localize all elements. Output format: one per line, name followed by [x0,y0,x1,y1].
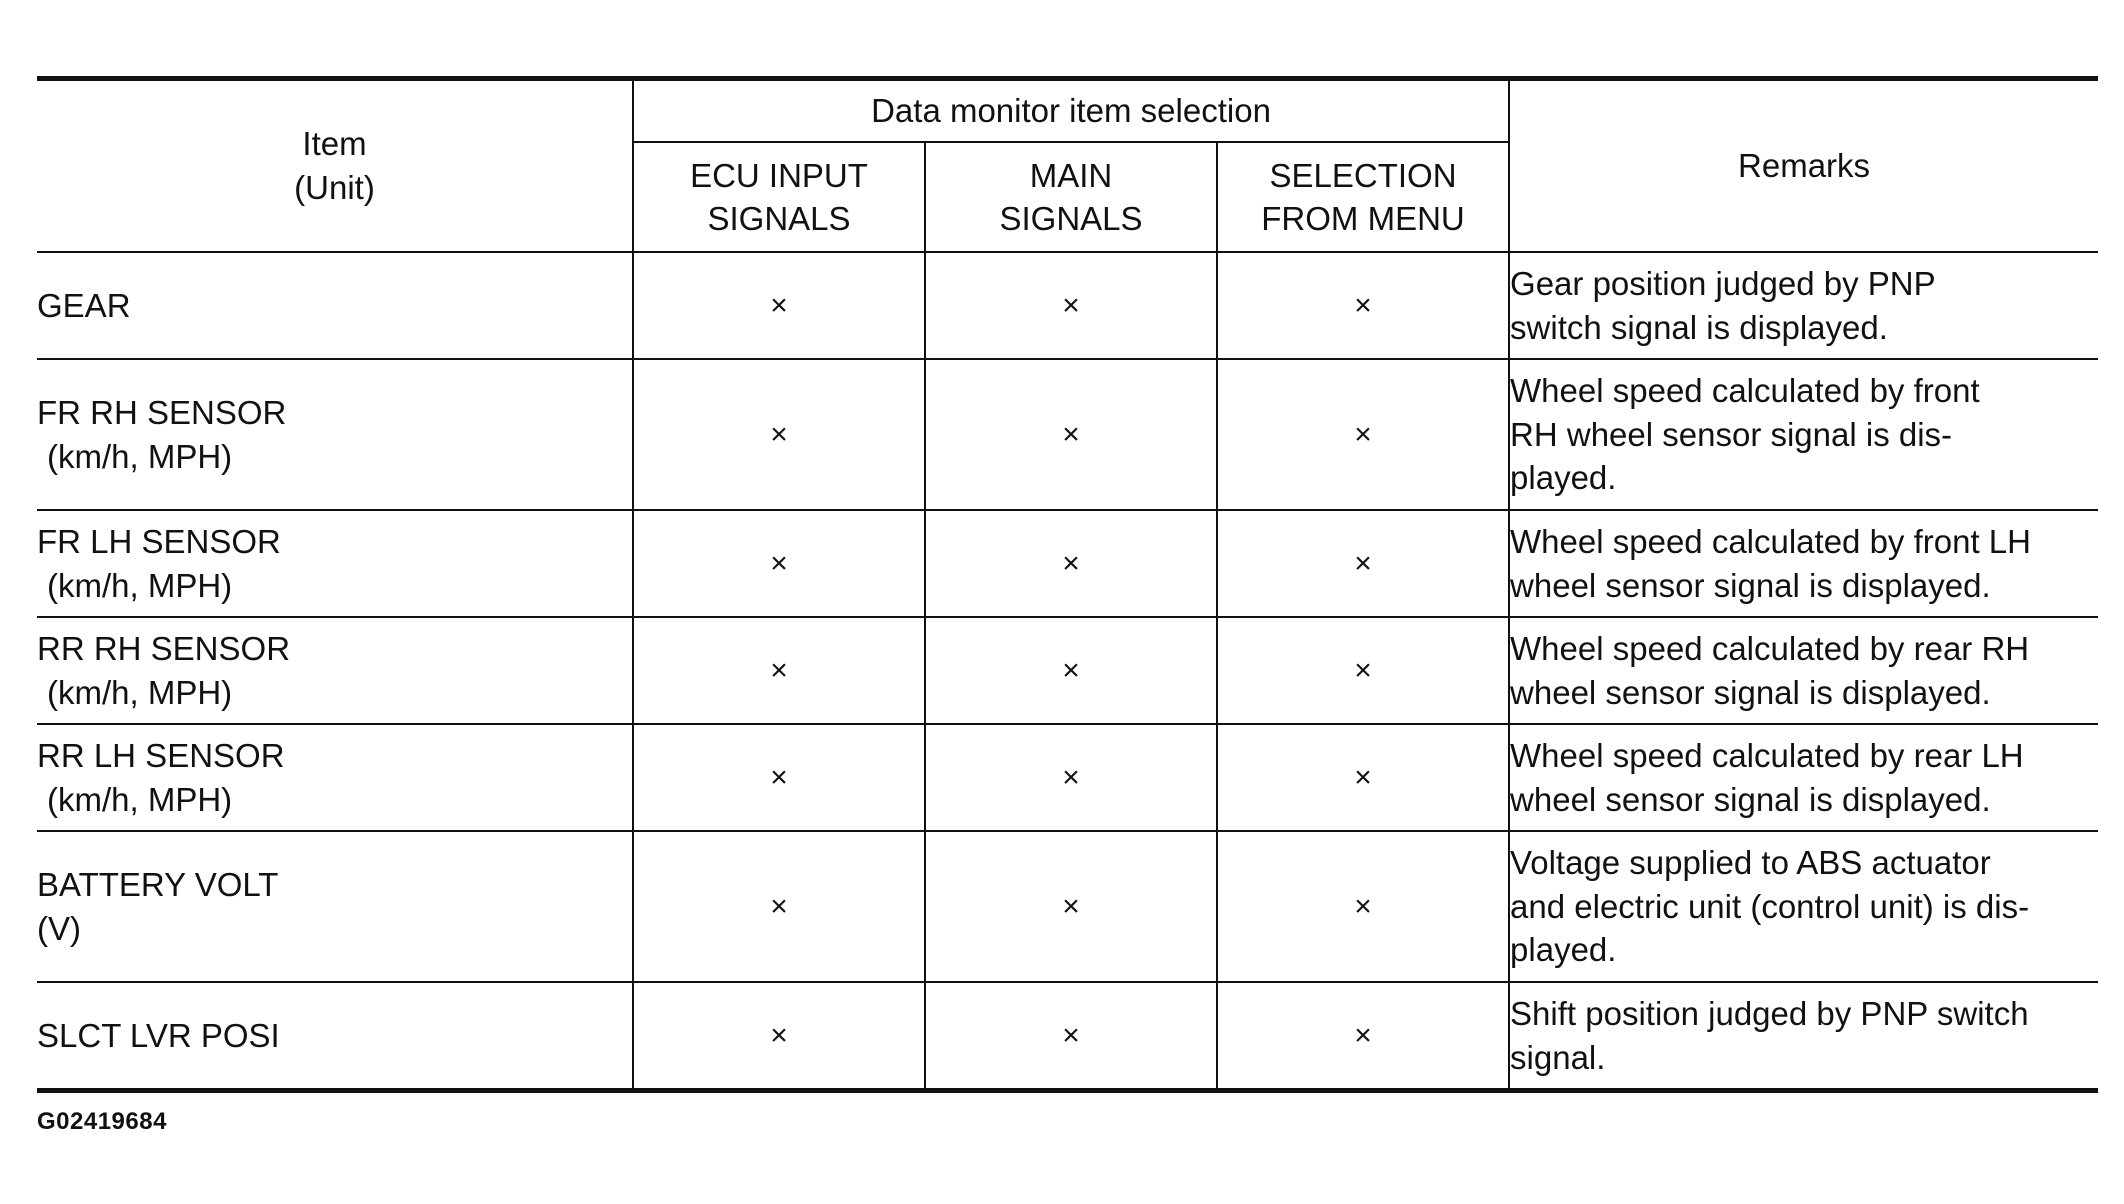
main-signals-mark: × [925,724,1217,831]
main-signals-mark: × [925,831,1217,982]
header-line: SELECTION [1269,156,1457,194]
table-row [37,724,2098,831]
ecu-input-mark: × [633,982,925,1091]
table-row [37,510,2098,617]
remarks-cell [1509,982,2098,1091]
selection-mark: × [1217,724,1509,831]
selection-mark: × [1217,831,1509,982]
item-cell [37,359,633,510]
item-name: BATTERY VOLT [37,865,279,903]
remark-line: RH wheel sensor signal is dis- [1510,415,1953,453]
selection-mark: × [1217,982,1509,1091]
remark-line: Voltage supplied to ABS actuator [1510,844,1991,882]
item-cell [37,252,633,359]
ecu-input-signals-header [633,142,925,252]
main-signals-mark: × [925,510,1217,617]
item-unit: (V) [37,909,81,947]
item-unit: (km/h, MPH) [47,566,233,604]
selection-from-menu-header [1217,142,1509,252]
item-cell [37,617,633,724]
ecu-input-mark: × [633,831,925,982]
remark-line: Shift position judged by PNP switch [1510,994,2029,1032]
remark-line: wheel sensor signal is displayed. [1510,566,1991,604]
remark-line: switch signal is displayed. [1510,308,1888,346]
remark-line: wheel sensor signal is displayed. [1510,673,1991,711]
table-row [37,831,2098,982]
item-name: RR RH SENSOR [37,629,291,667]
item-name: RR LH SENSOR [37,736,285,774]
item-name: FR LH SENSOR [37,522,281,560]
ecu-input-mark: × [633,252,925,359]
item-cell [37,982,633,1091]
main-signals-header [925,142,1217,252]
main-signals-mark: × [925,359,1217,510]
item-name: SLCT LVR POSI [37,1016,280,1054]
ecu-input-mark: × [633,724,925,831]
item-column-header [37,79,633,253]
ecu-input-mark: × [633,617,925,724]
selection-mark: × [1217,252,1509,359]
remark-line: signal. [1510,1038,1606,1076]
table-row [37,359,2098,510]
item-cell [37,510,633,617]
remark-line: Wheel speed calculated by front LH [1510,522,2031,560]
item-cell [37,724,633,831]
header-line: FROM MENU [1261,200,1465,238]
header-line: SIGNALS [999,200,1143,238]
table-row [37,617,2098,724]
item-name: FR RH SENSOR [37,393,287,431]
remarks-cell [1509,831,2098,982]
main-signals-mark: × [925,617,1217,724]
header-line: ECU INPUT [690,156,868,194]
remark-line: Gear position judged by PNP [1510,264,1936,302]
item-header-unit: (Unit) [294,169,375,206]
remarks-cell [1509,724,2098,831]
remark-line: played. [1510,931,1617,969]
main-signals-mark: × [925,982,1217,1091]
remark-line: Wheel speed calculated by rear RH [1510,629,2030,667]
remark-line: Wheel speed calculated by front [1510,372,1980,410]
item-name: GEAR [37,286,131,324]
header-line: MAIN [1029,156,1113,194]
data-monitor-selection-header: Data monitor item selection [633,79,1509,143]
remark-line: wheel sensor signal is displayed. [1510,780,1991,818]
item-unit: (km/h, MPH) [47,437,233,475]
ecu-input-mark: × [633,359,925,510]
item-unit: (km/h, MPH) [47,780,233,818]
remarks-cell [1509,510,2098,617]
remark-line: Wheel speed calculated by rear LH [1510,736,2024,774]
remarks-cell [1509,617,2098,724]
remarks-cell [1509,252,2098,359]
data-monitor-table [37,76,2098,1093]
item-header-title: Item [302,125,367,163]
selection-mark: × [1217,617,1509,724]
remark-line: played. [1510,459,1617,497]
table-row [37,982,2098,1091]
item-cell [37,831,633,982]
table-row [37,252,2098,359]
header-line: SIGNALS [707,200,851,238]
selection-mark: × [1217,510,1509,617]
main-signals-mark: × [925,252,1217,359]
figure-code: G02419684 [37,1108,167,1135]
ecu-input-mark: × [633,510,925,617]
remarks-cell [1509,359,2098,510]
remark-line: and electric unit (control unit) is dis- [1510,887,2030,925]
item-unit: (km/h, MPH) [47,673,233,711]
selection-mark: × [1217,359,1509,510]
remarks-column-header: Remarks [1509,79,2098,253]
